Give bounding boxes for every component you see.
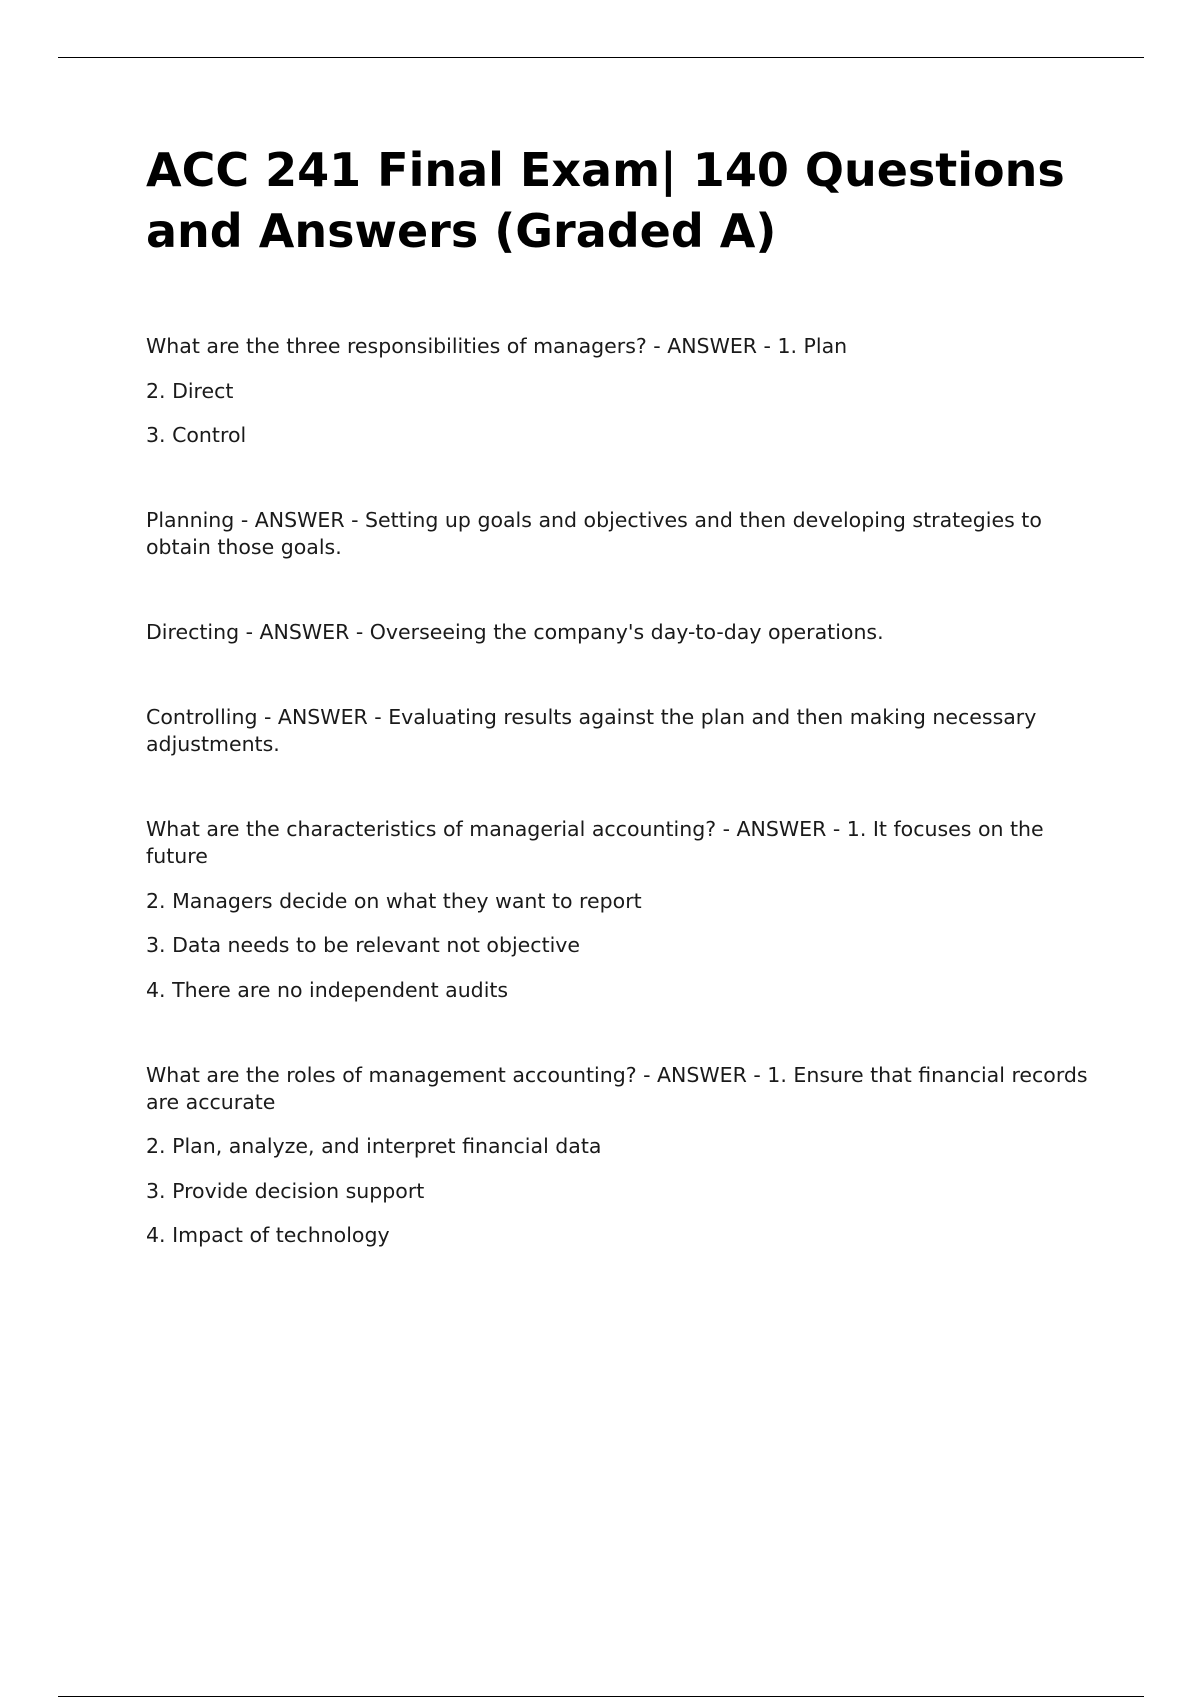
qa-text: 3. Provide decision support xyxy=(146,1178,425,1203)
qa-text: What are the roles of management accounting? - ANSWER - 1. Ensure that financial records are accurate xyxy=(146,1062,1088,1114)
qa-list xyxy=(146,333,1096,1249)
qa-text: Controlling - ANSWER - Evaluating results against the plan and then making necessary adjustments. xyxy=(146,705,1037,756)
qa-text: 4. Impact of technology xyxy=(146,1223,390,1247)
qa-item xyxy=(146,619,1096,646)
bottom-divider xyxy=(58,1696,1144,1697)
qa-text: 4. There are no independent audits xyxy=(146,977,509,1002)
qa-item xyxy=(146,704,1096,758)
qa-text: 3. Data needs to be relevant not objective xyxy=(146,933,581,957)
qa-item xyxy=(146,1062,1096,1250)
qa-item xyxy=(146,333,1096,449)
qa-text: What are the characteristics of managerial accounting? - ANSWER - 1. It focuses on the future xyxy=(146,817,1044,868)
qa-text: 2. Plan, analyze, and interpret financial data xyxy=(146,1134,602,1158)
qa-text: 3. Control xyxy=(146,423,247,447)
qa-text: Planning - ANSWER - Setting up goals and objectives and then developing strategies to obtain those goals. xyxy=(146,508,1042,559)
qa-text: Directing - ANSWER - Overseeing the company's day-to-day operations. xyxy=(146,620,884,644)
top-divider xyxy=(58,57,1144,58)
qa-item xyxy=(146,507,1096,561)
document-body xyxy=(146,140,1096,1307)
qa-text: 2. Managers decide on what they want to report xyxy=(146,888,642,913)
qa-text: 2. Direct xyxy=(146,378,234,403)
qa-item xyxy=(146,816,1096,1004)
qa-text: What are the three responsibilities of managers? - ANSWER - 1. Plan xyxy=(146,334,848,358)
document-title: ACC 241 Final Exam| 140 Questions and Answers (Graded A) xyxy=(146,143,1065,258)
